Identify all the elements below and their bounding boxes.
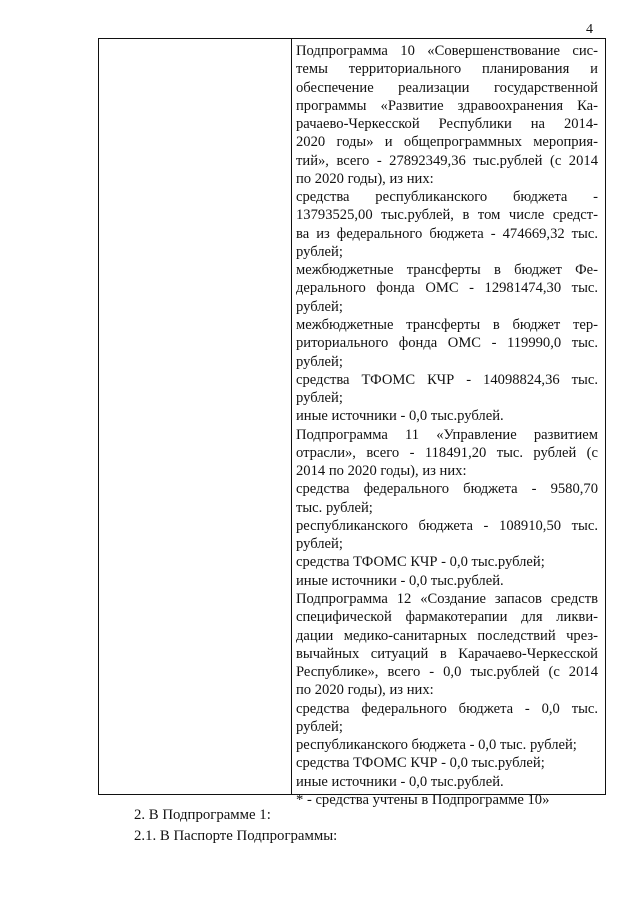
- cell-text-line: Подпрограмма 10 «Совершенствование сис-: [296, 43, 598, 59]
- cell-text-line: * - средства учтены в Подпрограмме 10»: [296, 791, 550, 808]
- cell-text-line: иные источники - 0,0 тыс.рублей.: [296, 408, 504, 425]
- cell-text-line: отрасли», всего - 118491,20 тыс. рублей (с: [296, 444, 598, 461]
- section-heading-subprogram-1: 2. В Подпрограмме 1:: [134, 807, 271, 823]
- page-number: 4: [586, 22, 593, 37]
- cell-text-line: республиканского бюджета - 108910,50 тыс.: [296, 517, 598, 534]
- cell-text-line: средства республиканского бюджета -: [296, 189, 598, 206]
- cell-text-line: средства ТФОМС КЧР - 0,0 тыс.рублей;: [296, 554, 545, 571]
- cell-text-line: Республике», всего - 0,0 тыс.рублей (с 2014: [296, 664, 598, 681]
- table-right-cell: [296, 42, 598, 809]
- cell-text-line: рублей;: [296, 243, 343, 260]
- cell-text-line: Подпрограмма 12 «Создание запасов средств: [296, 590, 598, 607]
- cell-text-line: рублей;: [296, 718, 343, 735]
- cell-text-line: средства федерального бюджета - 9580,70: [296, 481, 598, 498]
- cell-text-line: средства ТФОМС КЧР - 0,0 тыс.рублей;: [296, 755, 545, 772]
- cell-text-line: ва из федерального бюджета - 474669,32 тыс.: [296, 225, 598, 242]
- cell-text-line: рачаево-Черкесской Республики на 2014-: [296, 116, 598, 133]
- cell-text-line: средства федерального бюджета - 0,0 тыс.: [296, 700, 598, 717]
- cell-text-line: риториального фонда ОМС - 119990,0 тыс.: [296, 335, 598, 352]
- cell-text-line: средства ТФОМС КЧР - 14098824,36 тыс.: [296, 371, 598, 388]
- cell-text-line: республиканского бюджета - 0,0 тыс. рублей;: [296, 737, 577, 754]
- cell-text-line: дерального фонда ОМС - 12981474,30 тыс.: [296, 280, 598, 297]
- cell-text-line: тий», всего - 27892349,36 тыс.рублей (с 2014: [296, 152, 598, 169]
- cell-text-line: вычайных ситуаций в Карачаево-Черкесской: [296, 645, 598, 662]
- cell-text-line: рублей;: [296, 536, 343, 553]
- cell-text-line: по 2020 годы), из них:: [296, 682, 434, 699]
- cell-text-line: специфической фармакотерапии для ликви-: [296, 609, 598, 626]
- cell-text-line: межбюджетные трансферты в бюджет Фе-: [296, 262, 598, 279]
- cell-text-line: темы территориального планирования и: [296, 61, 598, 78]
- cell-text-line: 2014 по 2020 годы), из них:: [296, 463, 467, 480]
- cell-text-line: межбюджетные трансферты в бюджет тер-: [296, 316, 598, 333]
- cell-text-line: иные источники - 0,0 тыс.рублей.: [296, 572, 504, 589]
- cell-text-line: дации медико-санитарных последствий чрез-: [296, 627, 598, 644]
- section-heading-passport: 2.1. В Паспорте Подпрограммы:: [134, 828, 338, 844]
- cell-text-line: тыс. рублей;: [296, 499, 373, 516]
- cell-text-line: обеспечение реализации государственной: [296, 79, 598, 96]
- cell-text-line: по 2020 годы), из них:: [296, 170, 434, 187]
- cell-text-line: 2020 годы» и общепрограммных мероприя-: [296, 134, 598, 151]
- cell-text-line: рублей;: [296, 298, 343, 315]
- cell-text-line: программы «Развитие здравоохранения Ка-: [296, 97, 598, 114]
- cell-text-line: 13793525,00 тыс.рублей, в том числе средст-: [296, 207, 598, 224]
- cell-text-line: иные источники - 0,0 тыс.рублей.: [296, 773, 504, 790]
- cell-text-line: Подпрограмма 11 «Управление развитием: [296, 426, 598, 443]
- cell-text-line: рублей;: [296, 353, 343, 370]
- cell-text-line: рублей;: [296, 390, 343, 407]
- table-column-divider: [291, 39, 292, 794]
- passport-table: [98, 38, 606, 808]
